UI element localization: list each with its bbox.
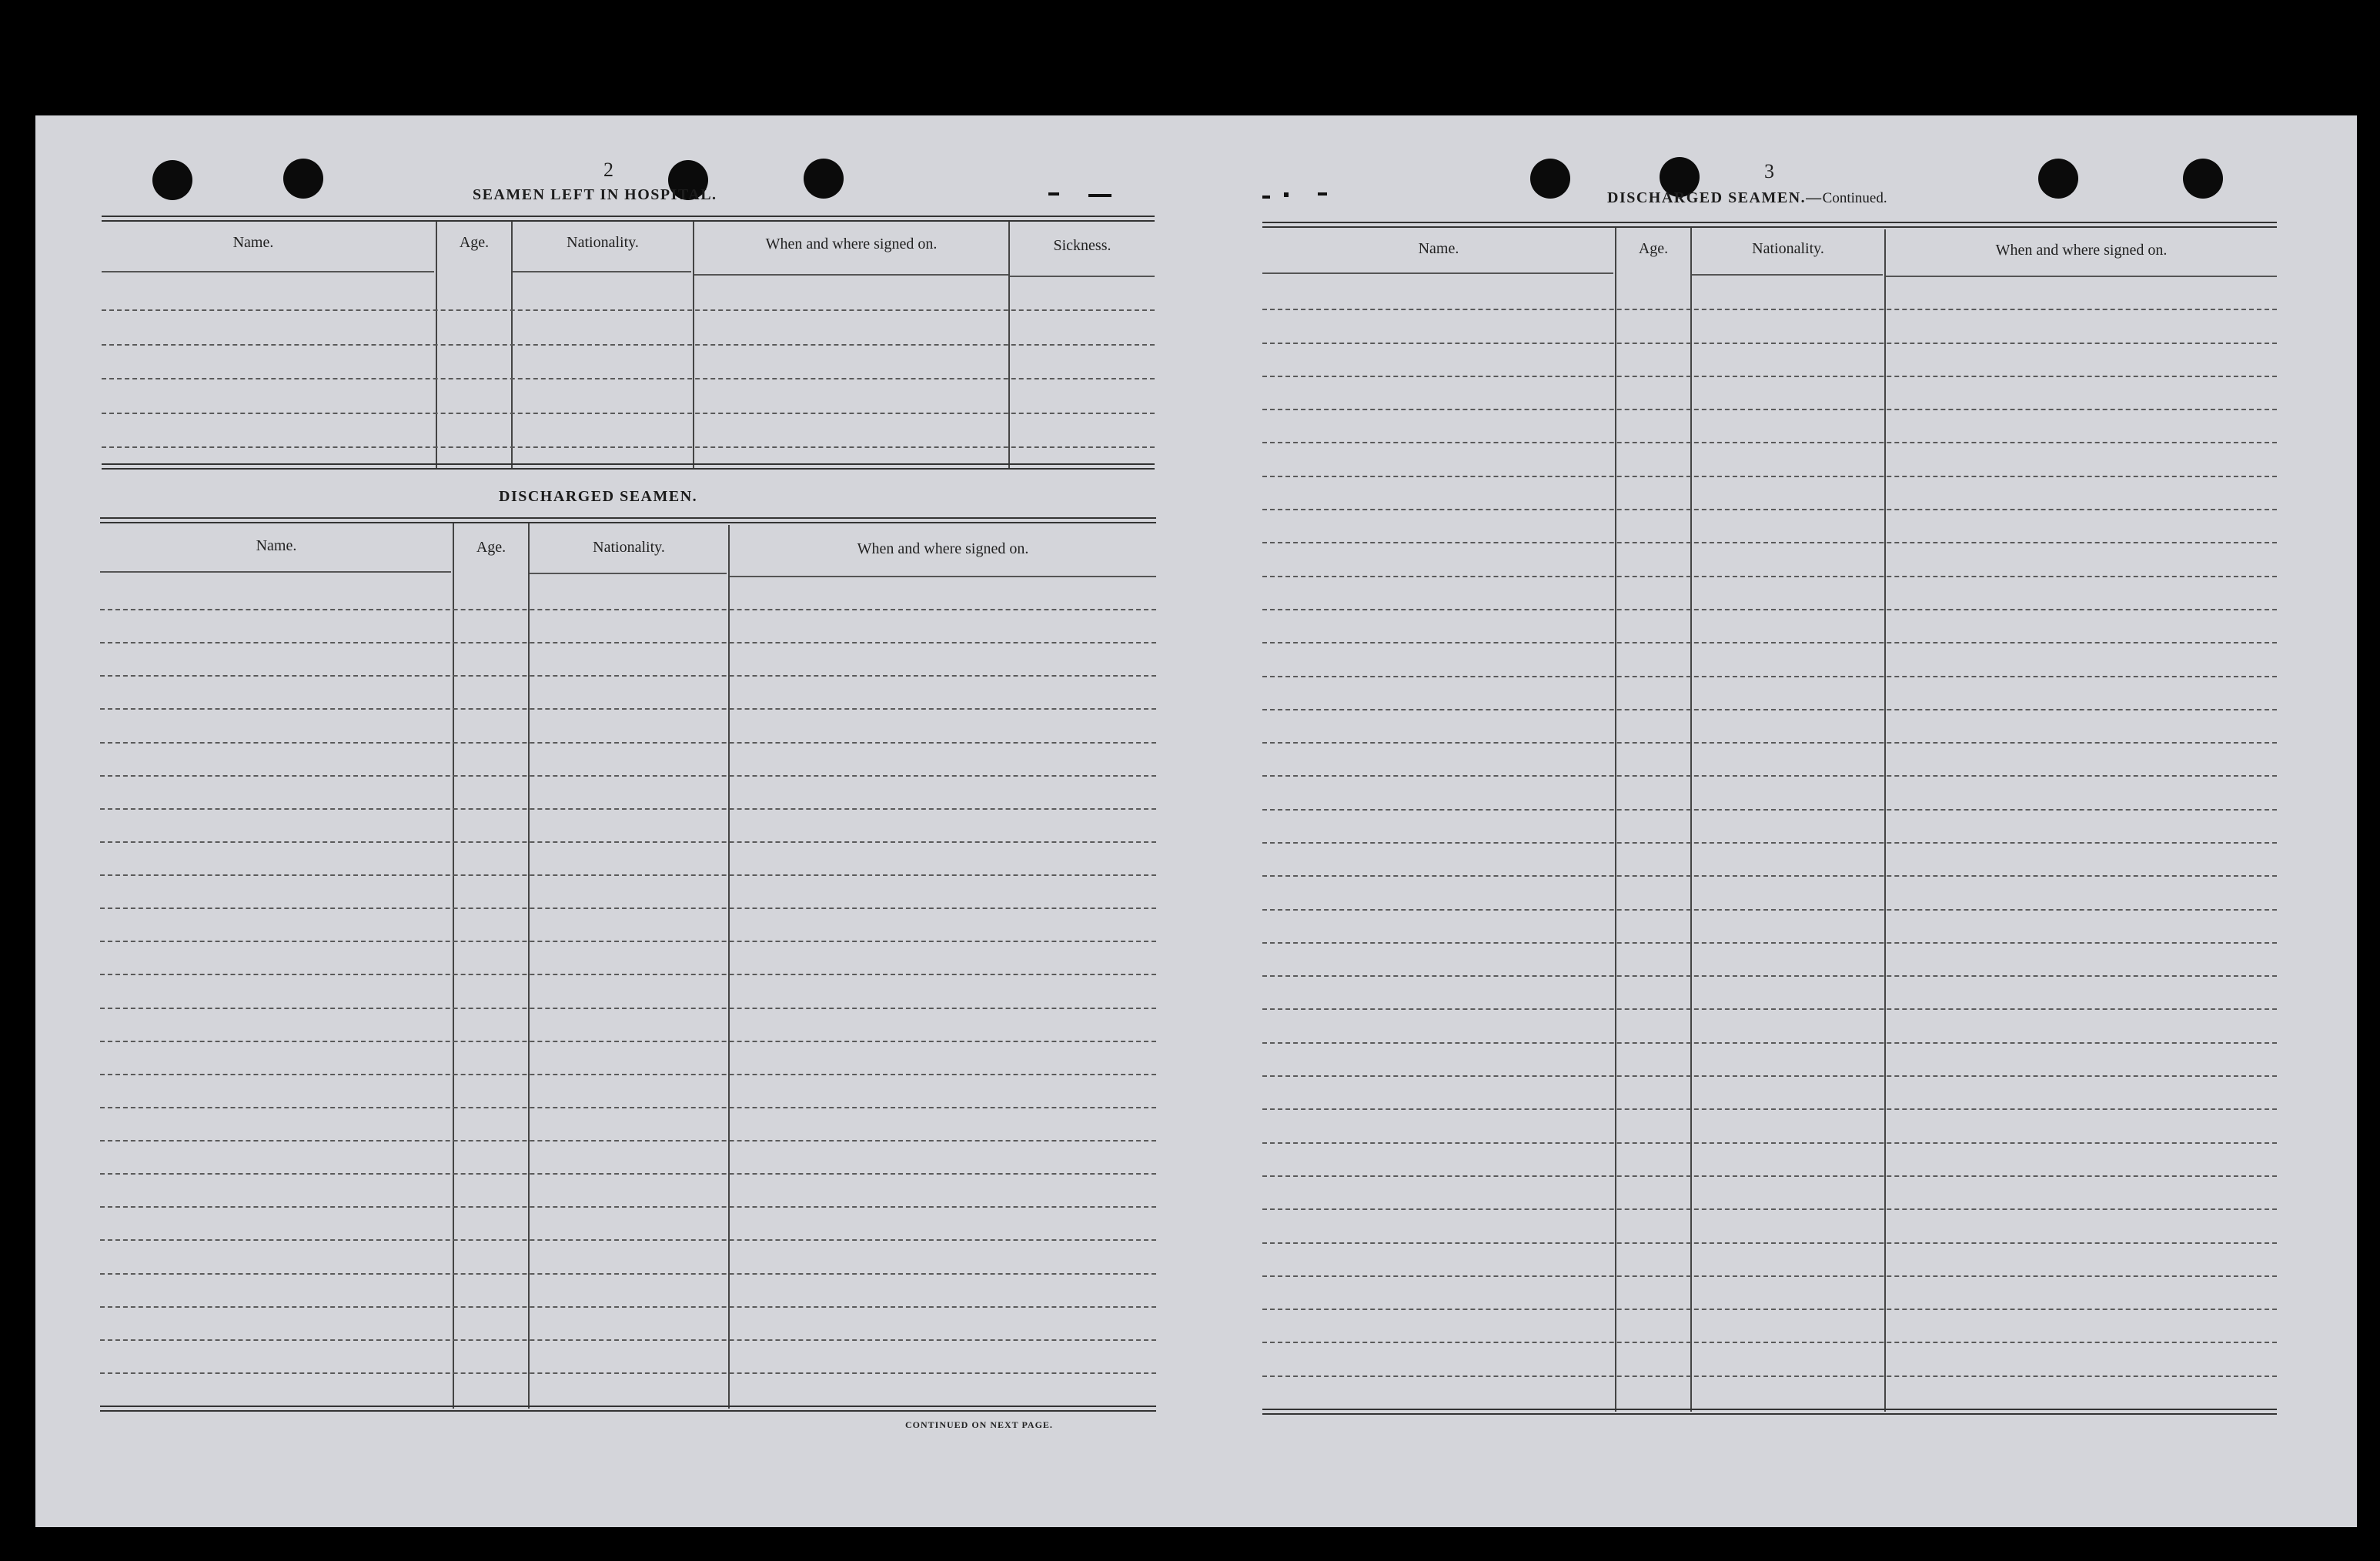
column-header: Sickness.	[1053, 237, 1111, 254]
ruled-row	[1262, 875, 2277, 877]
column-header: When and where signed on.	[857, 540, 1029, 557]
ruled-row	[102, 309, 1155, 311]
ruled-row	[100, 1306, 1156, 1308]
ruled-row	[1262, 809, 2277, 811]
ruled-row	[100, 642, 1156, 643]
ruled-row	[102, 413, 1155, 414]
punch-hole	[2038, 159, 2078, 199]
punch-hole	[1530, 159, 1570, 199]
title-text: DISCHARGED SEAMEN.—	[1607, 189, 1823, 206]
ruled-row	[1262, 676, 2277, 677]
ruled-row	[100, 974, 1156, 975]
discharged-table-left	[100, 517, 1156, 1412]
ruled-row	[1262, 1175, 2277, 1177]
ruled-row	[100, 675, 1156, 677]
column-header: Name.	[1418, 240, 1459, 257]
ruled-row	[1262, 442, 2277, 443]
ruled-row	[1262, 1042, 2277, 1044]
ruled-row	[100, 841, 1156, 843]
column-header: Name.	[256, 537, 297, 554]
ruled-row	[100, 775, 1156, 777]
ruled-row	[100, 908, 1156, 909]
ruled-row	[102, 344, 1155, 346]
hospital-table	[102, 216, 1155, 473]
discharged-continued-title	[1607, 189, 1887, 207]
ruled-row	[1262, 742, 2277, 744]
page-number: 2	[603, 159, 613, 181]
ruled-row	[1262, 1108, 2277, 1110]
column-header: Age.	[1638, 240, 1669, 257]
ruled-row	[1262, 1208, 2277, 1210]
ruled-row	[100, 1008, 1156, 1009]
ruled-row	[102, 378, 1155, 379]
column-header: Age.	[459, 234, 490, 251]
ruled-row	[100, 708, 1156, 710]
punch-hole	[283, 159, 323, 199]
ink-mark	[1262, 196, 1270, 199]
ruled-row	[1262, 609, 2277, 610]
column-header: Nationality.	[567, 234, 639, 251]
ruled-row	[100, 1041, 1156, 1042]
punch-hole	[804, 159, 844, 199]
ruled-row	[1262, 1242, 2277, 1244]
ruled-row	[1262, 576, 2277, 577]
ruled-row	[1262, 709, 2277, 710]
ruled-row	[1262, 942, 2277, 944]
ruled-row	[1262, 775, 2277, 777]
ruled-row	[100, 1372, 1156, 1374]
ruled-row	[100, 808, 1156, 810]
column-header: Name.	[232, 234, 274, 251]
ruled-row	[100, 874, 1156, 876]
ruled-row	[1262, 1342, 2277, 1343]
ruled-row	[1262, 909, 2277, 911]
punch-hole	[2183, 159, 2223, 199]
ink-mark	[1318, 192, 1327, 196]
ruled-row	[1262, 842, 2277, 844]
punch-hole	[152, 160, 192, 200]
ruled-row	[100, 1107, 1156, 1108]
ruled-row	[1262, 409, 2277, 410]
ruled-row	[1262, 343, 2277, 344]
ink-mark	[1284, 192, 1289, 197]
ruled-row	[1262, 376, 2277, 377]
discharged-section-title: DISCHARGED SEAMEN.	[499, 488, 698, 505]
column-header: Age.	[476, 539, 506, 556]
ruled-row	[100, 1074, 1156, 1075]
ruled-row	[100, 742, 1156, 744]
ruled-row	[102, 446, 1155, 448]
ink-mark	[1088, 194, 1111, 197]
ruled-row	[1262, 1375, 2277, 1377]
ruled-row	[1262, 975, 2277, 977]
ruled-row	[1262, 1075, 2277, 1077]
ink-mark	[1048, 192, 1059, 196]
ruled-row	[1262, 642, 2277, 643]
page-number: 3	[1764, 160, 1774, 182]
column-header: Nationality.	[1752, 240, 1824, 257]
column-header: Nationality.	[593, 539, 665, 556]
ruled-row	[100, 1206, 1156, 1208]
ruled-row	[1262, 542, 2277, 543]
ruled-row	[100, 1140, 1156, 1142]
ruled-row	[1262, 509, 2277, 510]
ruled-row	[1262, 476, 2277, 477]
title-suffix: Continued.	[1822, 190, 1887, 206]
ruled-row	[100, 941, 1156, 942]
ruled-row	[100, 1339, 1156, 1341]
continued-footer: CONTINUED ON NEXT PAGE.	[905, 1419, 1053, 1430]
ruled-row	[1262, 1275, 2277, 1277]
ruled-row	[1262, 1008, 2277, 1010]
hospital-section-title: SEAMEN LEFT IN HOSPITAL.	[473, 186, 717, 203]
ruled-row	[100, 1239, 1156, 1241]
column-header: When and where signed on.	[1995, 242, 2168, 259]
column-header: When and where signed on.	[765, 236, 938, 252]
ruled-row	[100, 609, 1156, 610]
ruled-row	[100, 1173, 1156, 1175]
ruled-row	[1262, 309, 2277, 310]
ruled-row	[1262, 1309, 2277, 1310]
document-sheet	[35, 115, 2357, 1527]
discharged-table-right	[1262, 222, 2277, 1416]
ruled-row	[1262, 1142, 2277, 1144]
ruled-row	[100, 1273, 1156, 1275]
